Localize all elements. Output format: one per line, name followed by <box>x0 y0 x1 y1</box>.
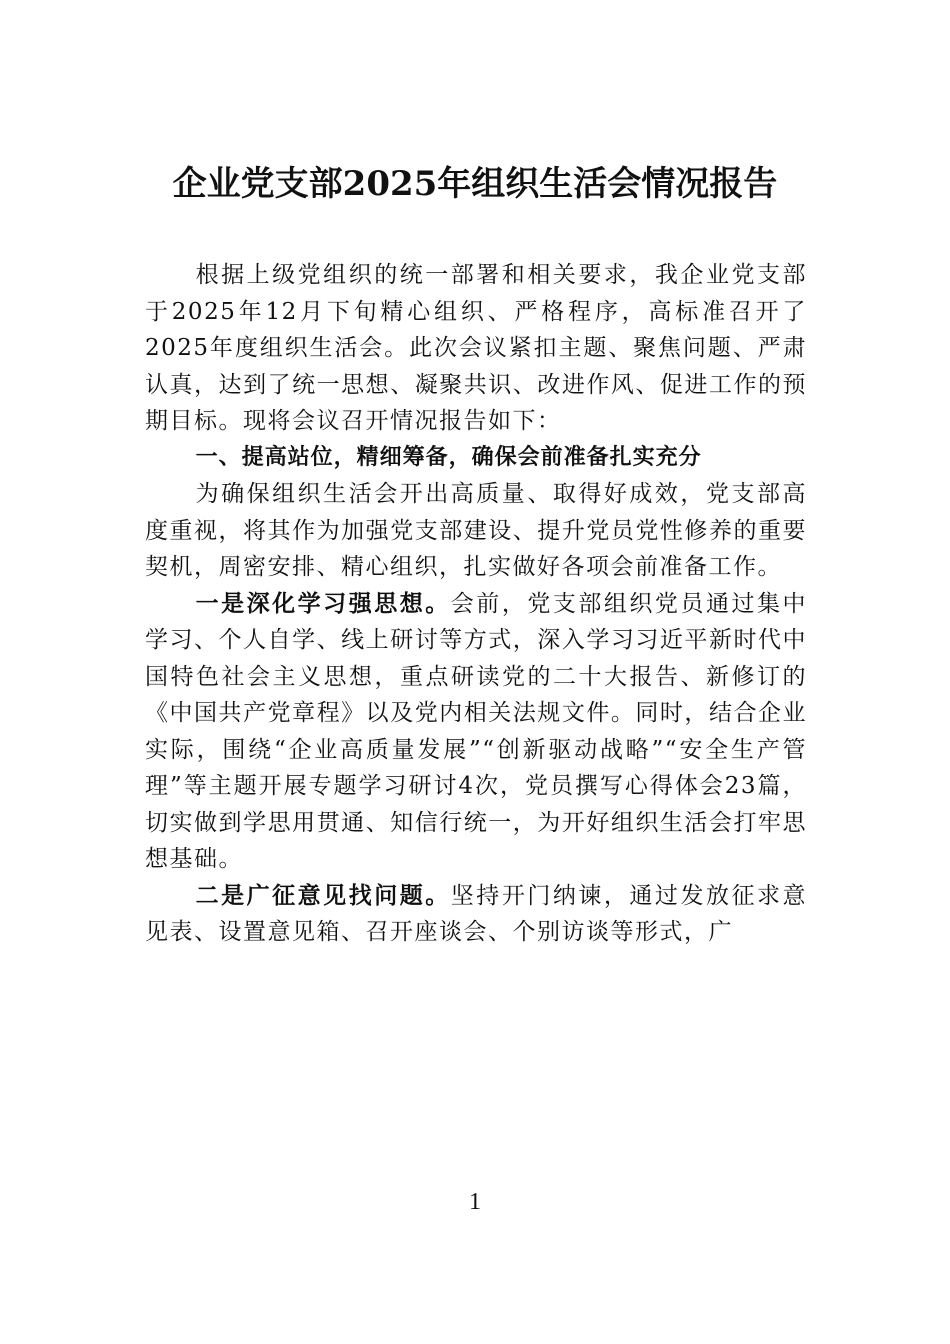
study-paragraph-text: 会前，党支部组织党员通过集中学习、个人自学、线上研讨等方式，深入学习习近平新时代中国特色社会主义思想，重点研读党的二十大报告、新修订的《中国共产党章程》以及党内相关法规文件。同时，结合企业实际，围绕“企业高质量发展”“创新驱动战略”“安全生产管理”等主题开展专题学习研讨4次，党员撰写心得体会23篇，切实做到学思用贯通、知信行统一，为开好组织生活会打牢思想基础。 <box>145 590 808 872</box>
page-number: 1 <box>469 1189 481 1215</box>
study-paragraph <box>145 586 807 878</box>
section-1-paragraph <box>145 476 807 586</box>
document-title: 企业党支部2025年组织生活会情况报告 <box>172 164 778 204</box>
document-body <box>145 257 807 951</box>
opinion-paragraph <box>145 878 807 951</box>
intro-paragraph <box>145 257 807 440</box>
section-1-paragraph-text: 为确保组织生活会开出高质量、取得好成效，党支部高度重视，将其作为加强党支部建设、提升党员党性修养的重要契机，周密安排、精心组织，扎实做好各项会前准备工作。 <box>145 481 807 580</box>
opinion-paragraph-lead: 二是广征意见找问题。 <box>195 881 451 909</box>
section-heading-1: 一、提高站位，精细筹备，确保会前准备扎实充分 <box>195 444 702 470</box>
opinion-paragraph-text: 坚持开门纳谏，通过发放征求意见表、设置意见箱、召开座谈会、个别访谈等形式，广 <box>145 882 808 945</box>
study-paragraph-lead: 一是深化学习强思想。 <box>195 589 451 617</box>
intro-paragraph-text: 根据上级党组织的统一部署和相关要求，我企业党支部于2025年12月下旬精心组织、严格程序，高标准召开了2025年度组织生活会。此次会议紧扣主题、聚焦问题、严肃认真，达到了统一思想、凝聚共识、改进作风、促进工作的预期目标。现将会议召开情况报告如下： <box>145 262 807 434</box>
